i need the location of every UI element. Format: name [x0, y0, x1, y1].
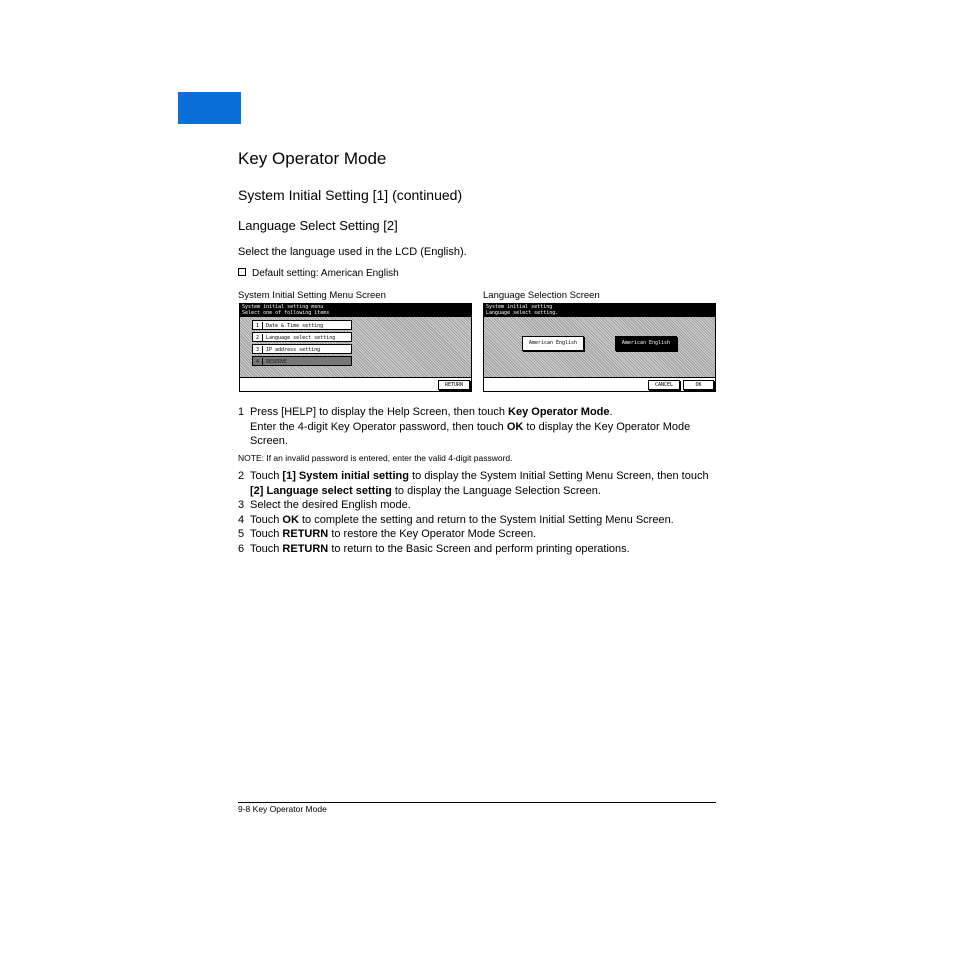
screen2-caption: Language Selection Screen: [483, 290, 600, 301]
step-5: 5 Touch RETURN to restore the Key Operator Mode Screen.: [238, 528, 537, 540]
menu-item-language-select[interactable]: 2 Language select setting: [252, 332, 352, 342]
checkbox-icon: [238, 268, 246, 276]
screen2-body: [484, 317, 715, 377]
chapter-tab: [178, 92, 241, 124]
cancel-button[interactable]: CANCEL: [648, 380, 680, 390]
screen2-title-line1: System initial setting: [486, 304, 553, 310]
screen1-title-line2: Select one of following items: [242, 310, 330, 316]
screen2-title-line2: Language select setting.: [486, 310, 559, 316]
step-3: 3 Select the desired English mode.: [238, 499, 411, 511]
ok-button[interactable]: OK: [683, 380, 714, 390]
subsection-heading: Language Select Setting [2]: [238, 218, 398, 233]
page-title: Key Operator Mode: [238, 149, 387, 168]
step-1: 1 Press [HELP] to display the Help Screen, then touch Key Operator Mode. Enter the 4-digit Key Operator password, then touch OK to display the Key Operator Mode Screen.: [238, 406, 691, 447]
footer-rule: [238, 802, 716, 803]
screen1-footer: [240, 377, 471, 392]
step-6: 6 Touch RETURN to return to the Basic Screen and perform printing operations.: [238, 542, 630, 555]
screen1-caption: System Initial Setting Menu Screen: [238, 290, 386, 301]
screen1-title-bar: [240, 304, 471, 317]
step-4: 4 Touch OK to complete the setting and return to the System Initial Setting Menu Screen.: [238, 513, 674, 526]
note: NOTE: If an invalid password is entered, enter the valid 4-digit password.: [238, 452, 513, 463]
intro-text: Select the language used in the LCD (English).: [238, 246, 467, 258]
language-option-2-selected[interactable]: American English: [615, 336, 677, 351]
page-footer: 9-8 Key Operator Mode: [238, 804, 327, 814]
return-button[interactable]: RETURN: [438, 380, 470, 390]
default-setting: [238, 268, 399, 279]
system-initial-setting-menu-screen: [239, 303, 472, 392]
screen2-footer: [484, 377, 715, 392]
language-selection-screen: [483, 303, 716, 392]
default-setting-text: Default setting: American English: [252, 268, 399, 279]
menu-item-date-time[interactable]: 1 Date & Time setting: [252, 320, 352, 330]
screen1-title-line1: System initial setting menu: [242, 304, 324, 310]
language-option-1[interactable]: American English: [522, 336, 584, 351]
procedure-steps: [238, 405, 718, 556]
screen1-body: [240, 317, 471, 377]
section-heading: System Initial Setting [1] (continued): [238, 187, 463, 203]
menu-item-reserve: 4 RESERVE: [252, 356, 352, 366]
step-2: 2 Touch [1] System initial setting to display the System Initial Setting Menu Screen, then touch [2] Language select setting to display the Language Selection Screen.: [238, 470, 709, 497]
menu-item-ip-address[interactable]: 3 IP address setting: [252, 344, 352, 354]
screen2-title-bar: [484, 304, 715, 317]
